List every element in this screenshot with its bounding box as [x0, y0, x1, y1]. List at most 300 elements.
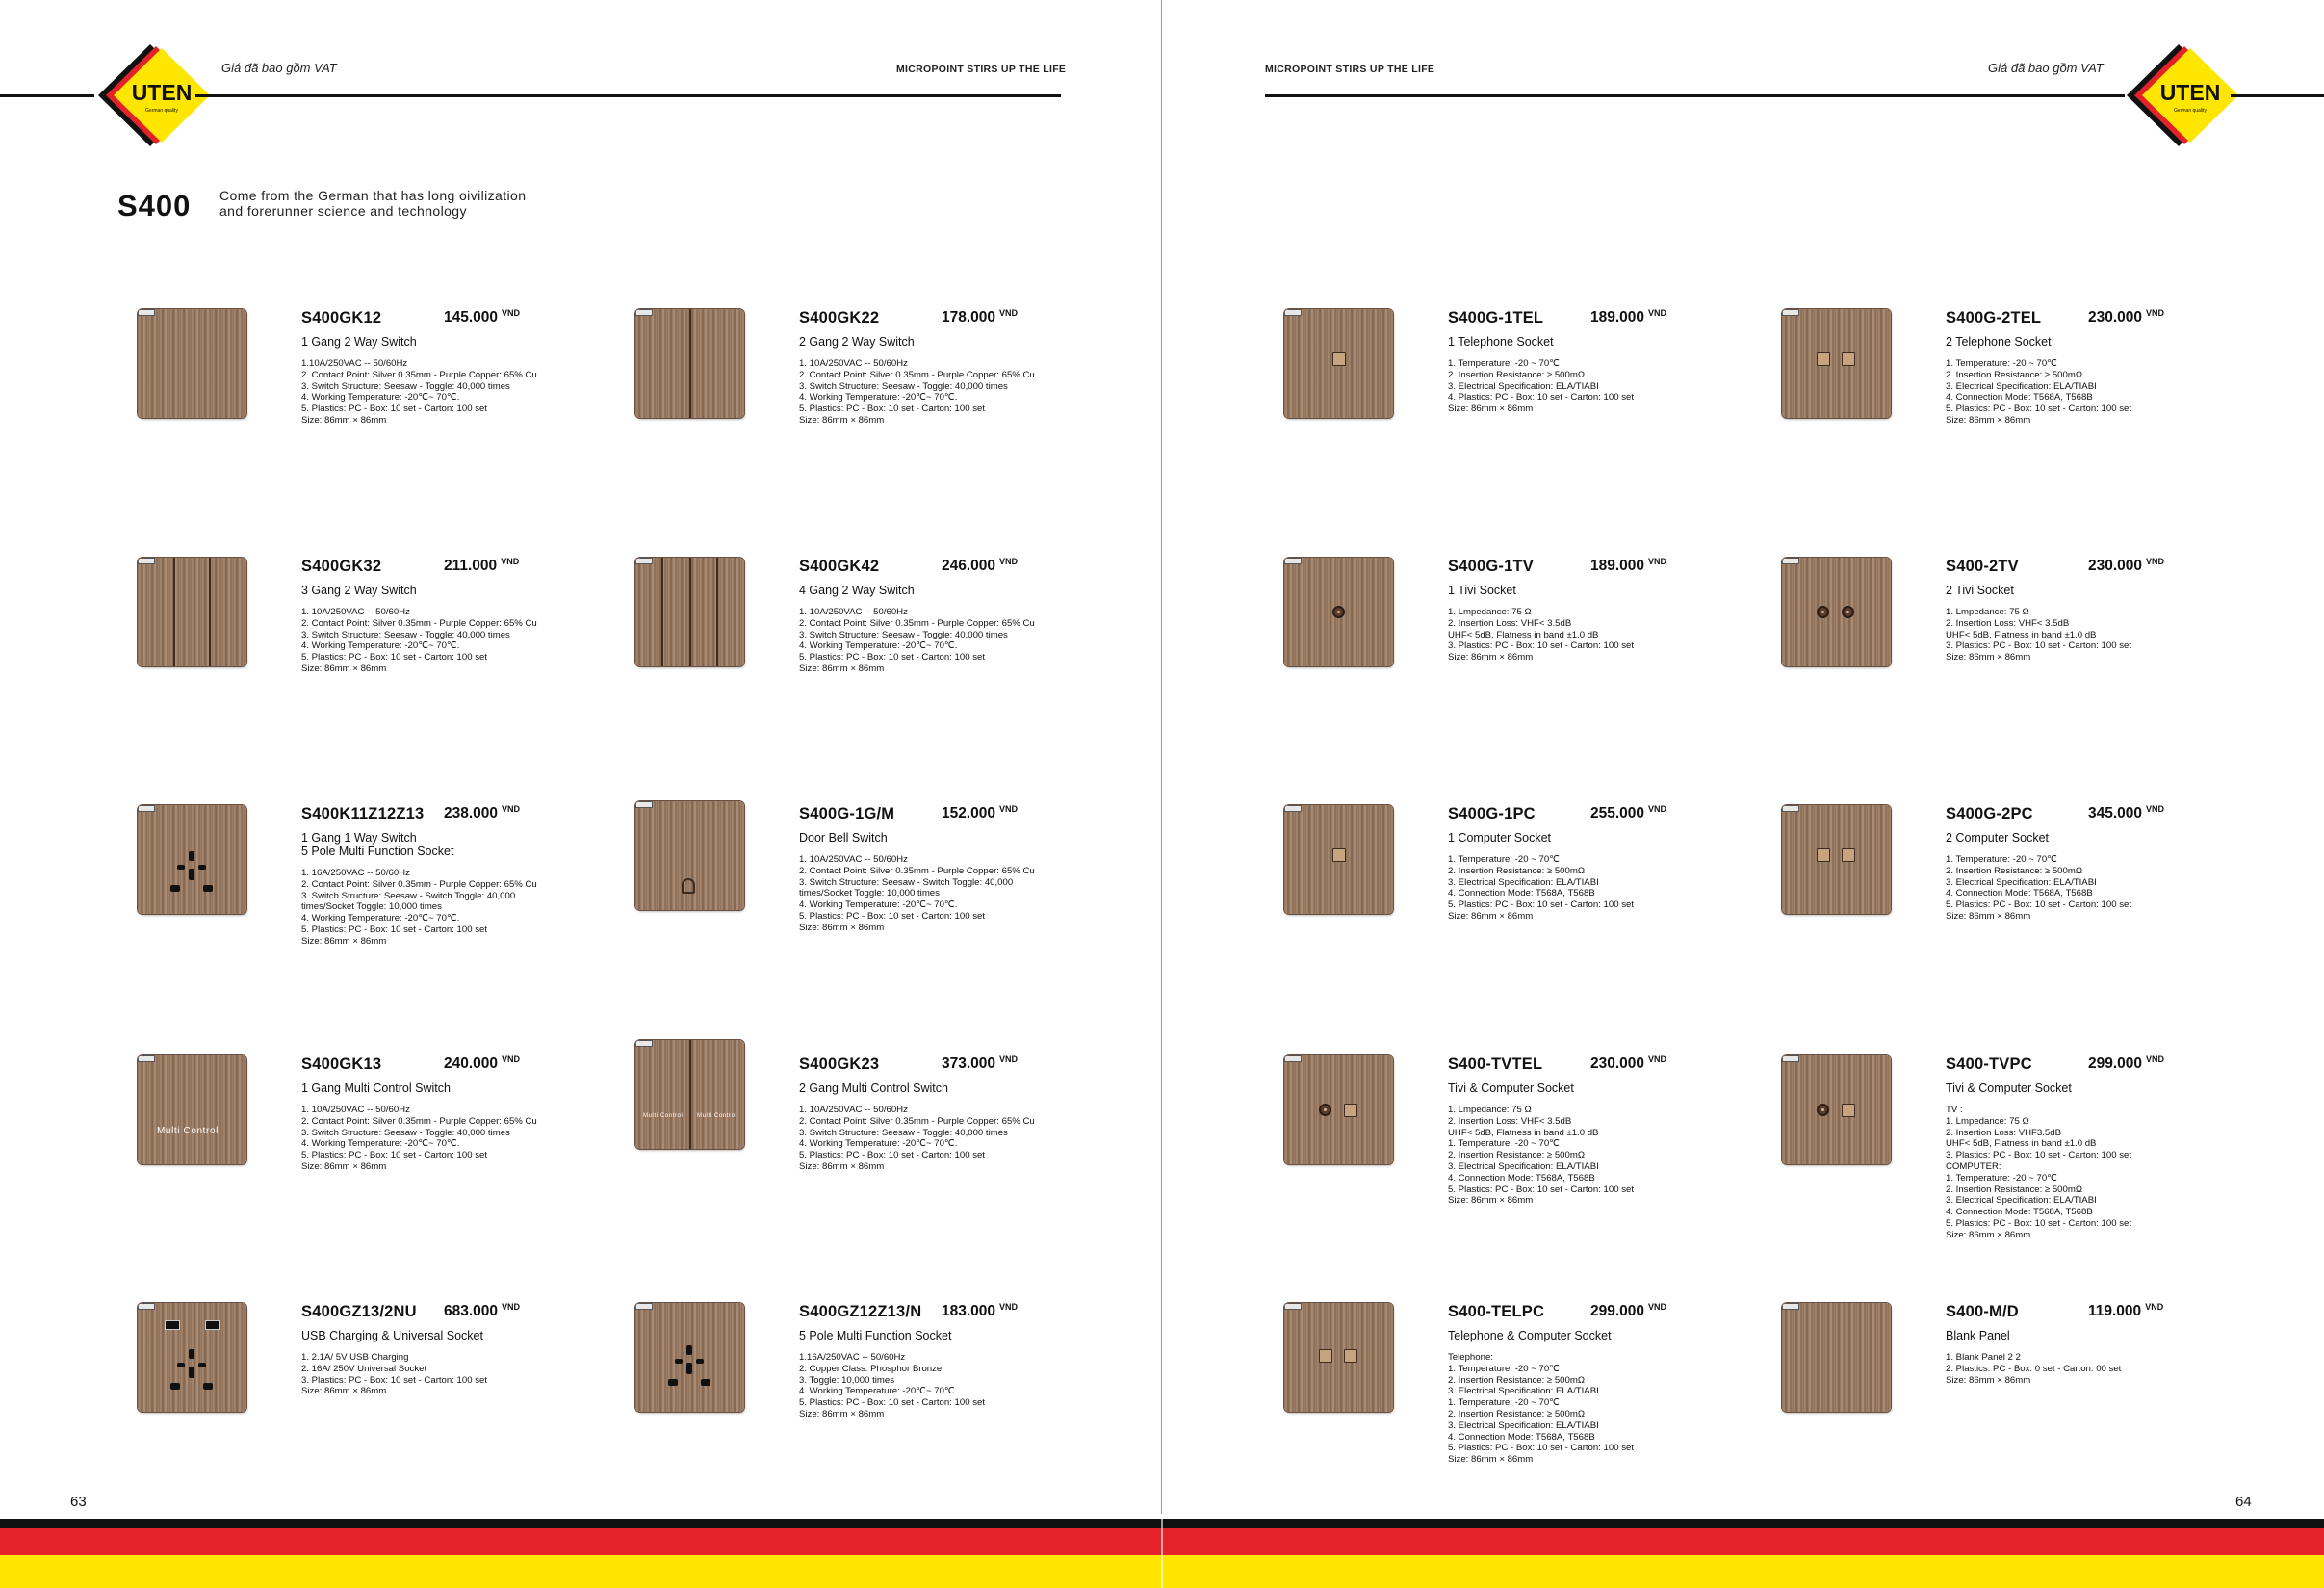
usb-port-icon: [165, 1320, 180, 1330]
header-rule: [1265, 94, 2125, 97]
product-model: S400G-1G/M: [799, 805, 895, 822]
logo-text: UTEN: [2159, 80, 2221, 105]
product-image: [635, 1040, 744, 1149]
socket-hole-icon: [189, 869, 194, 880]
coax-port-icon: [1319, 1104, 1331, 1116]
spec-line: 3. Plastics: PC - Box: 10 set - Carton: 100 set: [1448, 640, 1635, 652]
product-model: S400GK23: [799, 1055, 880, 1073]
brand-badge-icon: [138, 1303, 155, 1310]
spec-list: [1946, 1352, 2121, 1386]
spec-line: 3. Electrical Specification: ELA/TIABI: [1448, 1419, 1599, 1431]
series-title: S400: [117, 189, 192, 222]
spec-line: 3. Switch Structure: Seesaw - Switch Toggle: 40,000: [301, 890, 516, 901]
spec-list: [1448, 607, 1634, 664]
price-currency: VND: [2145, 1302, 2164, 1312]
spec-line: Size: 86mm × 86mm: [301, 663, 387, 674]
spec-line: 2. Insertion Resistance: ≥ 500mΩ: [1448, 865, 1586, 876]
product-name-line: 2 Telephone Socket: [1946, 335, 2052, 349]
product-name: [799, 335, 915, 349]
header-rule-right-stub: [2231, 94, 2324, 97]
spec-line: 2. Insertion Resistance: ≥ 500mΩ: [1946, 369, 2083, 380]
product-name: [301, 831, 453, 858]
product-model: S400GK22: [799, 309, 880, 326]
product-name-line: 4 Gang 2 Way Switch: [799, 584, 915, 597]
spec-line: Size: 86mm × 86mm: [1448, 1195, 1534, 1207]
product-card: [1284, 558, 1746, 769]
logo-subtext: German quality: [145, 108, 178, 114]
product-price: [2088, 1055, 2164, 1073]
product-model: S400G-1TEL: [1448, 309, 1544, 326]
price-value: 345.000: [2088, 805, 2143, 821]
spec-line: 3. Plastics: PC - Box: 10 set - Carton: 100 set: [1946, 1150, 2132, 1161]
product-image: [138, 1055, 246, 1164]
spec-line: TV :: [1946, 1105, 1963, 1115]
product-price: [942, 558, 1018, 575]
spec-line: 1.16A/250VAC -- 50/60Hz: [799, 1352, 906, 1363]
gang-seam: [689, 558, 691, 666]
product-name: [301, 1081, 451, 1095]
product-name: [1946, 1329, 2010, 1342]
price-value: 145.000: [444, 309, 499, 325]
brand-badge-icon: [1782, 1303, 1799, 1310]
gang-seam: [689, 1040, 691, 1149]
spec-line: 3. Switch Structure: Seesaw - Toggle: 40,000 times: [799, 1127, 1008, 1138]
spec-line: 3. Electrical Specification: ELA/TIABI: [1448, 876, 1599, 888]
product-name-line: Telephone & Computer Socket: [1448, 1329, 1612, 1342]
series-description-line: Come from the German that has long oivilization: [219, 188, 527, 203]
product-name-line: 5 Pole Multi Function Socket: [301, 845, 454, 858]
product-card: [1782, 1055, 2244, 1267]
vat-note: Giá đã bao gồm VAT: [221, 61, 337, 75]
spec-line: Size: 86mm × 86mm: [1946, 414, 2031, 426]
brand-badge-icon: [635, 1040, 653, 1047]
header-rule-left-stub: [0, 94, 94, 97]
spec-line: UHF< 5dB, Flatness in band ±1.0 dB: [1946, 629, 2097, 640]
socket-hole-icon: [675, 1359, 683, 1364]
spec-line: 1. Temperature: -20 ~ 70℃: [1946, 854, 2057, 865]
spec-line: 1. Temperature: -20 ~ 70℃: [1448, 1363, 1560, 1374]
socket-hole-icon: [189, 1367, 194, 1378]
spec-line: Size: 86mm × 86mm: [799, 1408, 885, 1419]
brand-badge-icon: [138, 558, 155, 564]
spec-line: 1. 10A/250VAC -- 50/60Hz: [301, 607, 410, 617]
spec-list: [1946, 358, 2131, 427]
spec-line: 4. Working Temperature: -20℃~ 70℃.: [301, 1138, 460, 1150]
product-name: [301, 1329, 483, 1342]
product-price: [444, 309, 520, 326]
price-value: 299.000: [2088, 1055, 2143, 1072]
port-icon: [1344, 1349, 1357, 1363]
spec-line: 2. Plastics: PC - Box: 0 set - Carton: 00 set: [1946, 1363, 2122, 1374]
spec-line: Size: 86mm × 86mm: [1448, 1454, 1534, 1466]
product-name: [301, 584, 417, 597]
socket-hole-icon: [203, 885, 213, 892]
brand-badge-icon: [1284, 805, 1302, 812]
gang-seam: [716, 558, 718, 666]
port-icon: [1817, 848, 1830, 862]
price-currency: VND: [2146, 1054, 2165, 1064]
product-image: [138, 805, 246, 914]
price-currency: VND: [502, 804, 521, 814]
port-icon: [1332, 352, 1346, 366]
spec-line: times/Socket Toggle: 10,000 times: [799, 888, 940, 899]
spec-list: [799, 854, 1035, 934]
spec-line: Size: 86mm × 86mm: [301, 935, 387, 947]
product-name: [1946, 831, 2049, 845]
product-model: S400GK42: [799, 558, 880, 575]
product-price: [1590, 309, 1666, 326]
product-price: [1590, 805, 1666, 822]
product-image: [1782, 1055, 1891, 1164]
product-image: [1284, 558, 1393, 666]
spec-line: Size: 86mm × 86mm: [799, 414, 885, 426]
product-name-line: 2 Gang Multi Control Switch: [799, 1081, 948, 1095]
price-value: 119.000: [2088, 1303, 2142, 1319]
spec-line: Size: 86mm × 86mm: [1448, 652, 1534, 664]
spec-line: 1. 10A/250VAC -- 50/60Hz: [799, 607, 908, 617]
spec-list: [1946, 854, 2131, 923]
spec-line: UHF< 5dB, Flatness in band ±1.0 dB: [1448, 1127, 1599, 1138]
product-name-line: 1 Computer Socket: [1448, 831, 1551, 845]
price-currency: VND: [1648, 804, 1667, 814]
price-value: 299.000: [1590, 1303, 1645, 1319]
brand-badge-icon: [635, 558, 653, 564]
product-name-line: Door Bell Switch: [799, 831, 888, 845]
socket-hole-icon: [198, 865, 206, 870]
brand-badge-icon: [1284, 309, 1302, 316]
product-image: [138, 309, 246, 418]
spec-line: 1. 10A/250VAC -- 50/60Hz: [799, 854, 908, 865]
product-model: S400-2TV: [1946, 558, 2019, 575]
product-model: S400-TELPC: [1448, 1303, 1545, 1320]
spec-line: Size: 86mm × 86mm: [301, 1386, 387, 1397]
product-name-line: 1 Gang Multi Control Switch: [301, 1081, 451, 1095]
spec-line: 2. Insertion Resistance: ≥ 500mΩ: [1448, 1408, 1586, 1419]
product-card: [1782, 805, 2244, 1017]
product-model: S400K11Z12Z13: [301, 805, 425, 822]
spec-line: 5. Plastics: PC - Box: 10 set - Carton: 100 set: [301, 404, 488, 415]
spec-line: 3. Electrical Specification: ELA/TIABI: [1448, 1160, 1599, 1172]
product-name-line: 1 Gang 2 Way Switch: [301, 335, 417, 349]
spec-line: Size: 86mm × 86mm: [799, 1160, 885, 1172]
spec-line: 2. Insertion Loss: VHF< 3.5dB: [1448, 1115, 1572, 1127]
product-model: S400-M/D: [1946, 1303, 2019, 1320]
spec-line: 5. Plastics: PC - Box: 10 set - Carton: 100 set: [799, 652, 986, 664]
spec-line: Size: 86mm × 86mm: [1448, 910, 1534, 922]
spec-line: 2. Copper Class: Phosphor Bronze: [799, 1363, 943, 1374]
spec-line: 5. Plastics: PC - Box: 10 set - Carton: 100 set: [1448, 1443, 1635, 1454]
logo-text: UTEN: [131, 80, 193, 105]
header-rule: [195, 94, 1061, 97]
spec-line: times/Socket Toggle: 10,000 times: [301, 901, 442, 913]
product-model: S400G-1TV: [1448, 558, 1534, 575]
spec-line: 1. Blank Panel 2 2: [1946, 1352, 2021, 1363]
spec-line: 5. Plastics: PC - Box: 10 set - Carton: 100 set: [799, 910, 986, 922]
spec-list: [1448, 1105, 1634, 1207]
spec-line: 1.10A/250VAC -- 50/60Hz: [301, 358, 408, 369]
spec-line: 1. 16A/250VAC -- 50/60Hz: [301, 868, 410, 878]
spec-line: UHF< 5dB, Flatness in band ±1.0 dB: [1448, 629, 1599, 640]
uten-logo-icon: [96, 42, 212, 148]
spec-list: [799, 1352, 985, 1420]
brand-badge-icon: [138, 805, 155, 812]
product-name: [301, 335, 417, 349]
price-currency: VND: [1648, 557, 1667, 566]
spec-line: 1. Temperature: -20 ~ 70℃: [1946, 358, 2057, 369]
spec-line: 5. Plastics: PC - Box: 10 set - Carton: 100 set: [799, 1397, 986, 1409]
brand-badge-icon: [1782, 805, 1799, 812]
spec-line: 4. Connection Mode: T568A, T568B: [1448, 888, 1595, 899]
price-currency: VND: [502, 1054, 521, 1064]
gang-seam: [173, 558, 175, 666]
product-image: [635, 309, 744, 418]
price-currency: VND: [1648, 1302, 1667, 1312]
brand-badge-icon: [1782, 1055, 1799, 1062]
product-card: [138, 309, 600, 521]
price-currency: VND: [999, 804, 1019, 814]
brand-badge-icon: [1782, 558, 1799, 564]
price-currency: VND: [502, 1302, 521, 1312]
price-currency: VND: [999, 1302, 1019, 1312]
price-currency: VND: [502, 308, 521, 318]
product-price: [942, 805, 1018, 822]
product-price: [2088, 805, 2164, 822]
product-name-line: 1 Tivi Socket: [1448, 584, 1516, 597]
product-price: [2088, 558, 2164, 575]
spec-line: 2. Insertion Resistance: ≥ 500mΩ: [1448, 1150, 1586, 1161]
product-price: [2088, 1303, 2163, 1320]
product-price: [444, 1055, 520, 1073]
coax-port-icon: [1842, 606, 1854, 618]
spec-line: 1. Temperature: -20 ~ 70℃: [1448, 854, 1560, 865]
spec-line: 3. Switch Structure: Seesaw - Toggle: 40,000 times: [301, 629, 510, 640]
spec-line: 2. Contact Point: Silver 0.35mm - Purple Copper: 65% Cu: [301, 617, 537, 629]
product-model: S400-TVPC: [1946, 1055, 2032, 1073]
spec-line: 1. Lmpedance: 75 Ω: [1946, 607, 2029, 617]
spec-line: 4. Working Temperature: -20℃~ 70℃.: [799, 899, 958, 911]
price-currency: VND: [999, 308, 1019, 318]
spec-line: 3. Electrical Specification: ELA/TIABI: [1448, 380, 1599, 392]
spec-line: Telephone:: [1448, 1352, 1493, 1363]
product-name: [1946, 584, 2014, 597]
vat-note: Giá đã bao gồm VAT: [1988, 61, 2104, 75]
socket-hole-icon: [170, 885, 180, 892]
spec-line: 5. Plastics: PC - Box: 10 set - Carton: 100 set: [799, 404, 986, 415]
product-name: [1448, 335, 1554, 349]
spec-list: [301, 358, 537, 427]
spec-list: [1448, 358, 1634, 415]
spec-line: 5. Plastics: PC - Box: 10 set - Carton: 100 set: [301, 924, 488, 935]
spec-line: Size: 86mm × 86mm: [1946, 652, 2031, 664]
spec-line: 1. 10A/250VAC -- 50/60Hz: [799, 1105, 908, 1115]
spec-line: 3. Electrical Specification: ELA/TIABI: [1448, 1386, 1599, 1397]
brand-badge-icon: [138, 309, 155, 316]
spec-list: [1946, 1105, 2131, 1241]
spec-line: 3. Electrical Specification: ELA/TIABI: [1946, 380, 2097, 392]
spec-line: 2. Contact Point: Silver 0.35mm - Purple Copper: 65% Cu: [301, 1115, 537, 1127]
product-name: [799, 1081, 948, 1095]
product-image: [1284, 1055, 1393, 1164]
spec-line: Size: 86mm × 86mm: [1946, 1374, 2031, 1386]
spec-line: 1. 10A/250VAC -- 50/60Hz: [799, 358, 908, 369]
product-name-line: 2 Gang 2 Way Switch: [799, 335, 915, 349]
port-icon: [1344, 1104, 1357, 1117]
spec-line: 3. Electrical Specification: ELA/TIABI: [1946, 876, 2097, 888]
price-value: 230.000: [1590, 1055, 1645, 1072]
product-name: [1946, 1081, 2072, 1095]
price-value: 255.000: [1590, 805, 1645, 821]
logo-subtext: German quality: [2174, 108, 2207, 114]
usb-port-icon: [205, 1320, 220, 1330]
product-card: [138, 1055, 600, 1267]
product-name: [1448, 831, 1551, 845]
product-name: [1946, 335, 2052, 349]
spec-list: [301, 868, 537, 948]
brand-badge-icon: [1284, 1303, 1302, 1310]
product-card: [635, 805, 1097, 1017]
spec-list: [799, 607, 1035, 675]
port-icon: [1319, 1349, 1332, 1363]
brand-badge-icon: [1284, 558, 1302, 564]
series-description: [219, 188, 526, 219]
spec-line: 5. Plastics: PC - Box: 10 set - Carton: 100 set: [301, 652, 488, 664]
product-name-line: USB Charging & Universal Socket: [301, 1329, 483, 1342]
price-currency: VND: [2146, 804, 2165, 814]
spec-line: 4. Connection Mode: T568A, T568B: [1946, 888, 2093, 899]
product-card: [635, 558, 1097, 769]
port-icon: [1842, 352, 1855, 366]
product-price: [444, 558, 519, 575]
spec-line: 2. Insertion Resistance: ≥ 500mΩ: [1448, 1374, 1586, 1386]
spec-line: 2. Contact Point: Silver 0.35mm - Purple Copper: 65% Cu: [799, 369, 1035, 380]
price-currency: VND: [1648, 308, 1667, 318]
spec-line: 4. Connection Mode: T568A, T568B: [1448, 1431, 1595, 1443]
spec-line: 4. Working Temperature: -20℃~ 70℃.: [799, 392, 958, 404]
socket-hole-icon: [198, 1363, 206, 1367]
product-card: [1284, 1055, 1746, 1267]
product-image: [635, 1303, 744, 1412]
product-model: S400G-1PC: [1448, 805, 1536, 822]
port-icon: [1842, 1104, 1855, 1117]
product-model: S400GK13: [301, 1055, 382, 1073]
spec-line: 4. Working Temperature: -20℃~ 70℃.: [301, 392, 460, 404]
spec-line: 1. Lmpedance: 75 Ω: [1448, 1105, 1532, 1115]
socket-hole-icon: [189, 851, 194, 861]
spec-line: 2. Contact Point: Silver 0.35mm - Purple Copper: 65% Cu: [799, 865, 1035, 876]
spec-line: 2. Insertion Resistance: ≥ 500mΩ: [1448, 369, 1586, 380]
spec-line: 5. Plastics: PC - Box: 10 set - Carton: 100 set: [301, 1150, 488, 1161]
price-currency: VND: [2146, 557, 2165, 566]
spec-line: Size: 86mm × 86mm: [301, 414, 387, 426]
product-image: [138, 1303, 246, 1412]
product-model: S400GK12: [301, 309, 382, 326]
price-value: 683.000: [444, 1303, 499, 1319]
port-icon: [1842, 848, 1855, 862]
spec-line: 4. Connection Mode: T568A, T568B: [1946, 1207, 2093, 1218]
spec-line: 3. Plastics: PC - Box: 10 set - Carton: 100 set: [301, 1374, 488, 1386]
product-image: [1782, 558, 1891, 666]
spec-line: 5. Plastics: PC - Box: 10 set - Carton: 100 set: [1946, 404, 2132, 415]
spec-line: 4. Working Temperature: -20℃~ 70℃.: [301, 913, 460, 924]
spec-line: Size: 86mm × 86mm: [1448, 404, 1534, 415]
spec-line: 1. 10A/250VAC -- 50/60Hz: [301, 1105, 410, 1115]
product-price: [1590, 1055, 1666, 1073]
port-icon: [1817, 352, 1830, 366]
spec-line: 4. Plastics: PC - Box: 10 set - Carton: 100 set: [1448, 392, 1635, 404]
spec-line: 3. Switch Structure: Seesaw - Toggle: 40,000 times: [799, 629, 1008, 640]
brand-badge-icon: [635, 1303, 653, 1310]
product-price: [942, 309, 1018, 326]
spec-line: Size: 86mm × 86mm: [301, 1160, 387, 1172]
price-currency: VND: [999, 1054, 1019, 1064]
spec-line: 3. Electrical Specification: ELA/TIABI: [1946, 1195, 2097, 1207]
product-price: [942, 1303, 1018, 1320]
spec-line: 3. Plastics: PC - Box: 10 set - Carton: 100 set: [1946, 640, 2132, 652]
spec-line: 2. Contact Point: Silver 0.35mm - Purple Copper: 65% Cu: [301, 369, 537, 380]
spec-line: Size: 86mm × 86mm: [799, 922, 885, 933]
page-number: 64: [2235, 1494, 2252, 1510]
spec-list: [301, 607, 537, 675]
spec-line: 4. Working Temperature: -20℃~ 70℃.: [799, 640, 958, 652]
product-name: [799, 1329, 951, 1342]
socket-hole-icon: [189, 1349, 194, 1359]
spec-line: 1. Lmpedance: 75 Ω: [1448, 607, 1532, 617]
socket-hole-icon: [696, 1359, 704, 1364]
spec-list: [301, 1352, 487, 1397]
product-image: [1284, 805, 1393, 914]
product-image: [1782, 805, 1891, 914]
product-card: [635, 1303, 1097, 1515]
port-icon: [1332, 848, 1346, 862]
plate-label: Multi Control: [157, 1126, 219, 1136]
series-description-line: and forerunner science and technology: [219, 203, 467, 219]
product-model: S400-TVTEL: [1448, 1055, 1543, 1073]
spec-line: 4. Connection Mode: T568A, T568B: [1946, 392, 2093, 404]
spec-line: 3. Switch Structure: Seesaw - Toggle: 40,000 times: [301, 380, 510, 392]
bell-icon: [682, 878, 695, 894]
product-price: [1590, 558, 1666, 575]
spec-line: 2. Insertion Loss: VHF3.5dB: [1946, 1127, 2061, 1138]
socket-hole-icon: [177, 865, 185, 870]
product-card: [1782, 309, 2244, 521]
spec-line: Size: 86mm × 86mm: [799, 663, 885, 674]
socket-hole-icon: [686, 1363, 692, 1374]
spec-line: 4. Working Temperature: -20℃~ 70℃.: [301, 640, 460, 652]
price-value: 246.000: [942, 558, 996, 574]
spec-line: UHF< 5dB, Flatness in band ±1.0 dB: [1946, 1138, 2097, 1150]
product-name: [1448, 1081, 1574, 1095]
price-value: 238.000: [444, 805, 499, 821]
price-value: 178.000: [942, 309, 996, 325]
product-name: [1448, 584, 1516, 597]
socket-hole-icon: [177, 1363, 185, 1367]
spec-line: 5. Plastics: PC - Box: 10 set - Carton: 100 set: [799, 1150, 986, 1161]
socket-hole-icon: [203, 1383, 213, 1390]
product-image: [1782, 1303, 1891, 1412]
spec-list: [301, 1105, 537, 1173]
product-price: [444, 1303, 520, 1320]
socket-hole-icon: [701, 1379, 710, 1386]
product-image: [1284, 1303, 1393, 1412]
spec-line: 4. Connection Mode: T568A, T568B: [1448, 1172, 1595, 1184]
spec-line: 5. Plastics: PC - Box: 10 set - Carton: 100 set: [1946, 1217, 2132, 1229]
spec-list: [1448, 1352, 1634, 1466]
product-name-line: 5 Pole Multi Function Socket: [799, 1329, 952, 1342]
product-card: [138, 558, 600, 769]
price-value: 230.000: [2088, 558, 2143, 574]
price-value: 230.000: [2088, 309, 2143, 325]
product-model: S400GZ13/2NU: [301, 1303, 417, 1320]
